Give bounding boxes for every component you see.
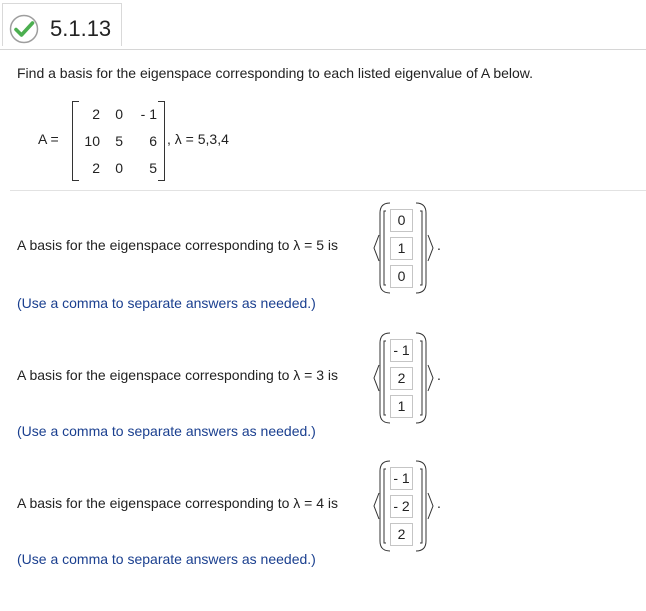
answer-label: A basis for the eigenspace corresponding to λ = 3 is [17, 367, 339, 383]
hint-text: (Use a comma to separate answers as needed.) [17, 423, 316, 439]
matrix-label: A = [38, 131, 59, 147]
period: . [437, 367, 441, 383]
matrix-cell: 2 [92, 160, 100, 176]
hint-text: (Use a comma to separate answers as needed.) [17, 551, 316, 567]
period: . [437, 495, 441, 511]
vector-entry-input[interactable]: - 1 [390, 467, 413, 490]
problem-tab[interactable] [2, 3, 122, 46]
matrix-left-bracket [72, 101, 79, 181]
vector-entry-input[interactable]: 1 [390, 237, 413, 260]
vector-entry-input[interactable]: 2 [390, 523, 413, 546]
matrix-cell: 5 [149, 160, 157, 176]
vector-entry-input[interactable]: - 1 [390, 339, 413, 362]
vector-entry-input[interactable]: 0 [390, 265, 413, 288]
vector-entry-input[interactable]: 0 [390, 209, 413, 232]
hint-text: (Use a comma to separate answers as needed.) [17, 295, 316, 311]
matrix-cell: 2 [92, 106, 100, 122]
matrix-cell: 6 [149, 133, 157, 149]
matrix-cell: 5 [115, 133, 123, 149]
section-divider [10, 190, 646, 191]
check-icon [9, 14, 39, 44]
matrix-cell: 0 [115, 160, 123, 176]
matrix-cell: - 1 [140, 106, 157, 122]
answer-label: A basis for the eigenspace corresponding to λ = 5 is [17, 237, 339, 253]
matrix-right-bracket [158, 101, 165, 181]
problem-number: 5.1.13 [50, 16, 112, 41]
period: . [437, 237, 441, 253]
vector-entry-input[interactable]: - 2 [390, 495, 413, 518]
matrix-cell: 0 [115, 106, 123, 122]
vector-entry-input[interactable]: 1 [390, 395, 413, 418]
question-text: Find a basis for the eigenspace corresponding to each listed eigenvalue of A below. [17, 65, 534, 81]
eigenvalues-list: , λ = 5,3,4 [167, 131, 229, 147]
matrix-cell: 10 [84, 133, 100, 149]
vector-entry-input[interactable]: 2 [390, 367, 413, 390]
header-divider [0, 49, 646, 50]
header [0, 0, 646, 50]
answer-label: A basis for the eigenspace corresponding to λ = 4 is [17, 495, 339, 511]
